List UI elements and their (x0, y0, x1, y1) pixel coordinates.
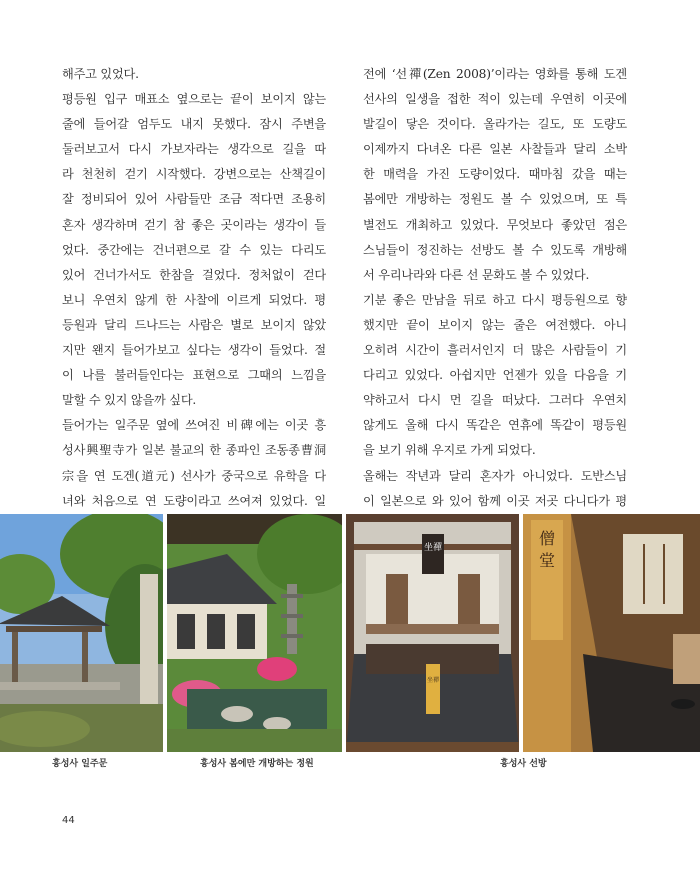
right_column-line: 약하고서 다시 먼 길을 떠났다. 그러다 우연치 (363, 393, 627, 408)
left_column-line: 등원과 달리 드나드는 사람은 별로 보이지 않았 (62, 317, 326, 332)
hall-standing-sign: 坐禪 (426, 677, 440, 684)
hall-plaque-top: 坐禪 (423, 543, 443, 553)
left_column-line: 있어 건너가서도 한참을 걸었다. 정처없이 걷다 (62, 267, 326, 282)
zen-hall-photo (346, 514, 519, 752)
corridor-sign-char-2: 堂 (538, 551, 556, 570)
left_column-line: 말할 수 있지 않을까 싶다. (62, 393, 197, 408)
right_column-line: 오히려 시간이 흘러서인지 더 많은 사람들이 기 (363, 343, 627, 358)
right_column-line: 이 일본으로 와 있어 함께 이곳 저곳 다니다가 평 (363, 493, 627, 508)
caption-temple-gate: 흥성사 일주문 (52, 759, 108, 769)
right_column-line: 선사의 일생을 접한 적이 있는데 우연히 이곳에 (363, 92, 627, 107)
left_column-line: 둘러보고서 다시 가보자라는 생각으로 길을 따 (62, 142, 326, 157)
left_column-line: 해주고 있었다. (62, 67, 139, 81)
left_column-line: 宗을 연 도겐(道元) 선사가 중국으로 유학을 다 (62, 468, 326, 483)
right_column-line: 서 우리나라와 다른 선 문화도 볼 수 있었다. (363, 267, 590, 282)
right_column-line: 기분 좋은 만남을 뒤로 하고 다시 평등원으로 향 (363, 292, 627, 307)
left_column-line: 라 천천히 걷기 시작했다. 강변으로는 산책길이 (62, 167, 326, 182)
left_column-line: 었다. 중간에는 건너편으로 갈 수 있는 다리도 (62, 242, 326, 257)
photo-strip (0, 514, 700, 752)
right-text-column (363, 62, 627, 514)
right_column-line: 않게도 올해 다시 똑같은 연휴에 똑같이 평등원 (363, 418, 627, 433)
left_column-line: 이 나를 불러들인다는 표현으로 그때의 느낌을 (62, 368, 326, 383)
right_column-line: 발길이 닿은 것이다. 올라가는 길도, 또 도량도 (363, 117, 627, 132)
caption-zen-hall: 흥성사 선방 (500, 759, 547, 769)
right_column-line: 이제까지 다녀온 다른 일본 사찰들과 달리 소박 (363, 142, 627, 157)
left_column-line: 들어가는 일주문 옆에 쓰여진 비碑에는 이곳 흥 (62, 418, 326, 433)
right_column-line: 올해는 작년과 달리 혼자가 아니었다. 도반스님 (363, 468, 627, 483)
left_column-line: 줄에 들어갈 엄두도 내지 못했다. 잠시 주변을 (62, 117, 326, 132)
right_column-line: 봄에만 개방하는 정원도 볼 수 있었으며, 또 특 (363, 192, 627, 207)
left_column-line: 지만 왠지 들어가보고 싶다는 생각이 들었다. 절 (62, 343, 326, 358)
left-text-column (62, 62, 326, 514)
right_column-line: 전에 ‘선禪(Zen 2008)’이라는 영화를 통해 도겐 (363, 67, 627, 81)
caption-spring-garden: 흥성사 봄에만 개방하는 정원 (200, 759, 314, 769)
left_column-line: 평등원 입구 매표소 옆으로는 끝이 보이지 않는 (62, 92, 326, 107)
left_column-line: 성사興聖寺가 일본 불교의 한 종파인 조동종曹洞 (62, 443, 326, 458)
left_column-line: 잘 정비되어 있어 사람들만 조금 적다면 조용히 (62, 192, 326, 207)
page-number: 44 (62, 815, 75, 826)
left_column-line: 녀와 처음으로 연 도량이라고 쓰여져 있었다. 일 (62, 493, 326, 508)
temple-gate-photo (0, 514, 163, 752)
right_column-line: 다리고 있었다. 아쉽지만 언젠가 있을 다음을 기 (363, 368, 627, 383)
right_column-line: 을 보기 위해 우지로 가게 되었다. (363, 443, 536, 458)
right_column-line: 별전도 개최하고 있었다. 무엇보다 좋았던 점은 (363, 217, 627, 232)
corridor-sign-char-1: 僧 (538, 529, 556, 548)
corridor-photo (523, 514, 700, 752)
right_column-line: 한 매력을 가진 도량이었다. 때마침 갔을 때는 (363, 167, 627, 182)
right_column-line: 스님들이 정진하는 선방도 볼 수 있도록 개방해 (363, 242, 627, 257)
right_column-line: 했지만 끝이 보이지 않는 줄은 여전했다. 아니 (363, 317, 627, 332)
left_column-line: 보니 우연치 않게 한 사찰에 이르게 되었다. 평 (62, 292, 326, 307)
garden-pagoda-photo (167, 514, 342, 752)
left_column-line: 혼자 생각하며 걷기 참 좋은 곳이라는 생각이 들 (62, 217, 326, 232)
